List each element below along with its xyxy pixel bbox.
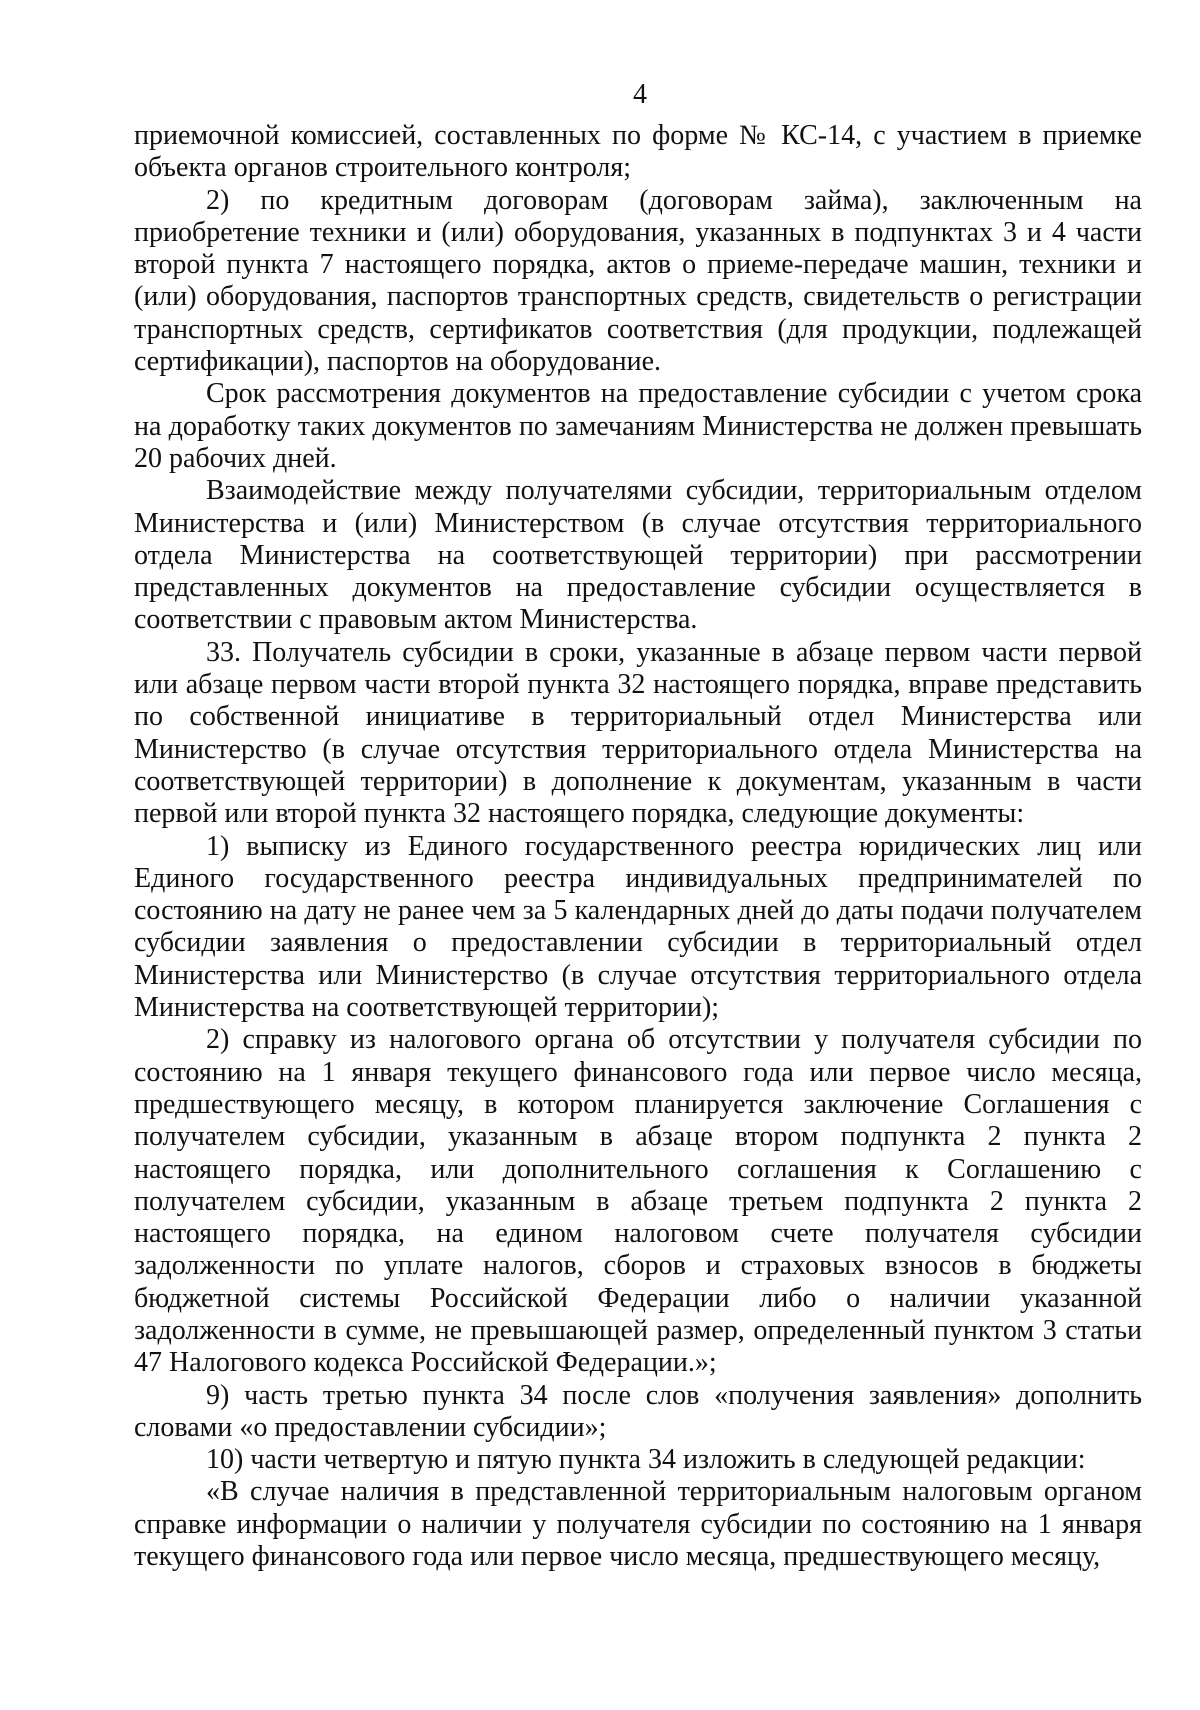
paragraph: 10) части четвертую и пятую пункта 34 изложить в следующей редакции: bbox=[206, 1444, 1086, 1476]
paragraph: 9) часть третью пункта 34 после слов «получения заявления» дополнить словами «о предоставлении субсидии»; bbox=[134, 1379, 1142, 1443]
document-body bbox=[134, 120, 1142, 1573]
paragraph: приемочной комиссией, составленных по форме № КС-14, с участием в приемке объекта органов строительного контроля; bbox=[134, 120, 1142, 184]
paragraph: Срок рассмотрения документов на предоставление субсидии с учетом срока на доработку таких документов по замечаниям Министерства не должен превышать 20 рабочих дней. bbox=[134, 378, 1142, 474]
paragraph: 1) выписку из Единого государственного реестра юридических лиц или Единого государственного реестра индивидуальных предпринимателей по состоянию на дату не ранее чем за 5 календарных дней до даты подачи получателем субсидии заявления о предоставлении субсидии в территориальный отдел Министерства или Министерство (в случае отсутствия территориального отдела Министерства на соответствующей территории); bbox=[134, 830, 1142, 1024]
paragraph: 2) справку из налогового органа об отсутствии у получателя субсидии по состоянию на 1 января текущего финансового года или первое число месяца, предшествующего месяцу, в котором планируется заключение Соглашения с получателем субсидии, указанным в абзаце втором подпункта 2 пункта 2 настоящего порядка, или дополнительного соглашения к Соглашению с получателем субсидии, указанным в абзаце третьем подпункта 2 пункта 2 настоящего порядка, на едином налоговом счете получателя субсидии задолженности по уплате налогов, сборов и страховых взносов в бюджеты бюджетной системы Российской Федерации либо о наличии указанной задолженности в сумме, не превышающей размер, определенный пунктом 3 статьи 47 Налогового кодекса Российской Федерации.»; bbox=[134, 1024, 1142, 1379]
paragraph: 33. Получатель субсидии в сроки, указанные в абзаце первом части первой или абзаце первом части второй пункта 32 настоящего порядка, вправе представить по собственной инициативе в территориальный отдел Министерства или Министерство (в случае отсутствия территориального отдела Министерства на соответствующей территории) в дополнение к документам, указанным в части первой или второй пункта 32 настоящего порядка, следующие документы: bbox=[134, 636, 1142, 830]
paragraph: «В случае наличия в представленной территориальным налоговым органом справке информации о наличии у получателя субсидии по состоянию на 1 января текущего финансового года или первое число месяца, предшествующего месяцу, bbox=[134, 1476, 1142, 1573]
paragraph: Взаимодействие между получателями субсидии, территориальным отделом Министерства и (или) Министерством (в случае отсутствия территориального отдела Министерства на соответствующей территории) при рассмотрении представленных документов на предоставление субсидии осуществляется в соответствии с правовым актом Министерства. bbox=[134, 475, 1142, 636]
page-number: 4 bbox=[633, 79, 647, 110]
paragraph: 2) по кредитным договорам (договорам займа), заключенным на приобретение техники и (или) оборудования, указанных в подпунктах 3 и 4 части второй пункта 7 настоящего порядка, актов о приеме-передаче машин, техники и (или) оборудования, паспортов транспортных средств, свидетельств о регистрации транспортных средств, сертификатов соответствия (для продукции, подлежащей сертификации), паспортов на оборудование. bbox=[134, 184, 1142, 378]
